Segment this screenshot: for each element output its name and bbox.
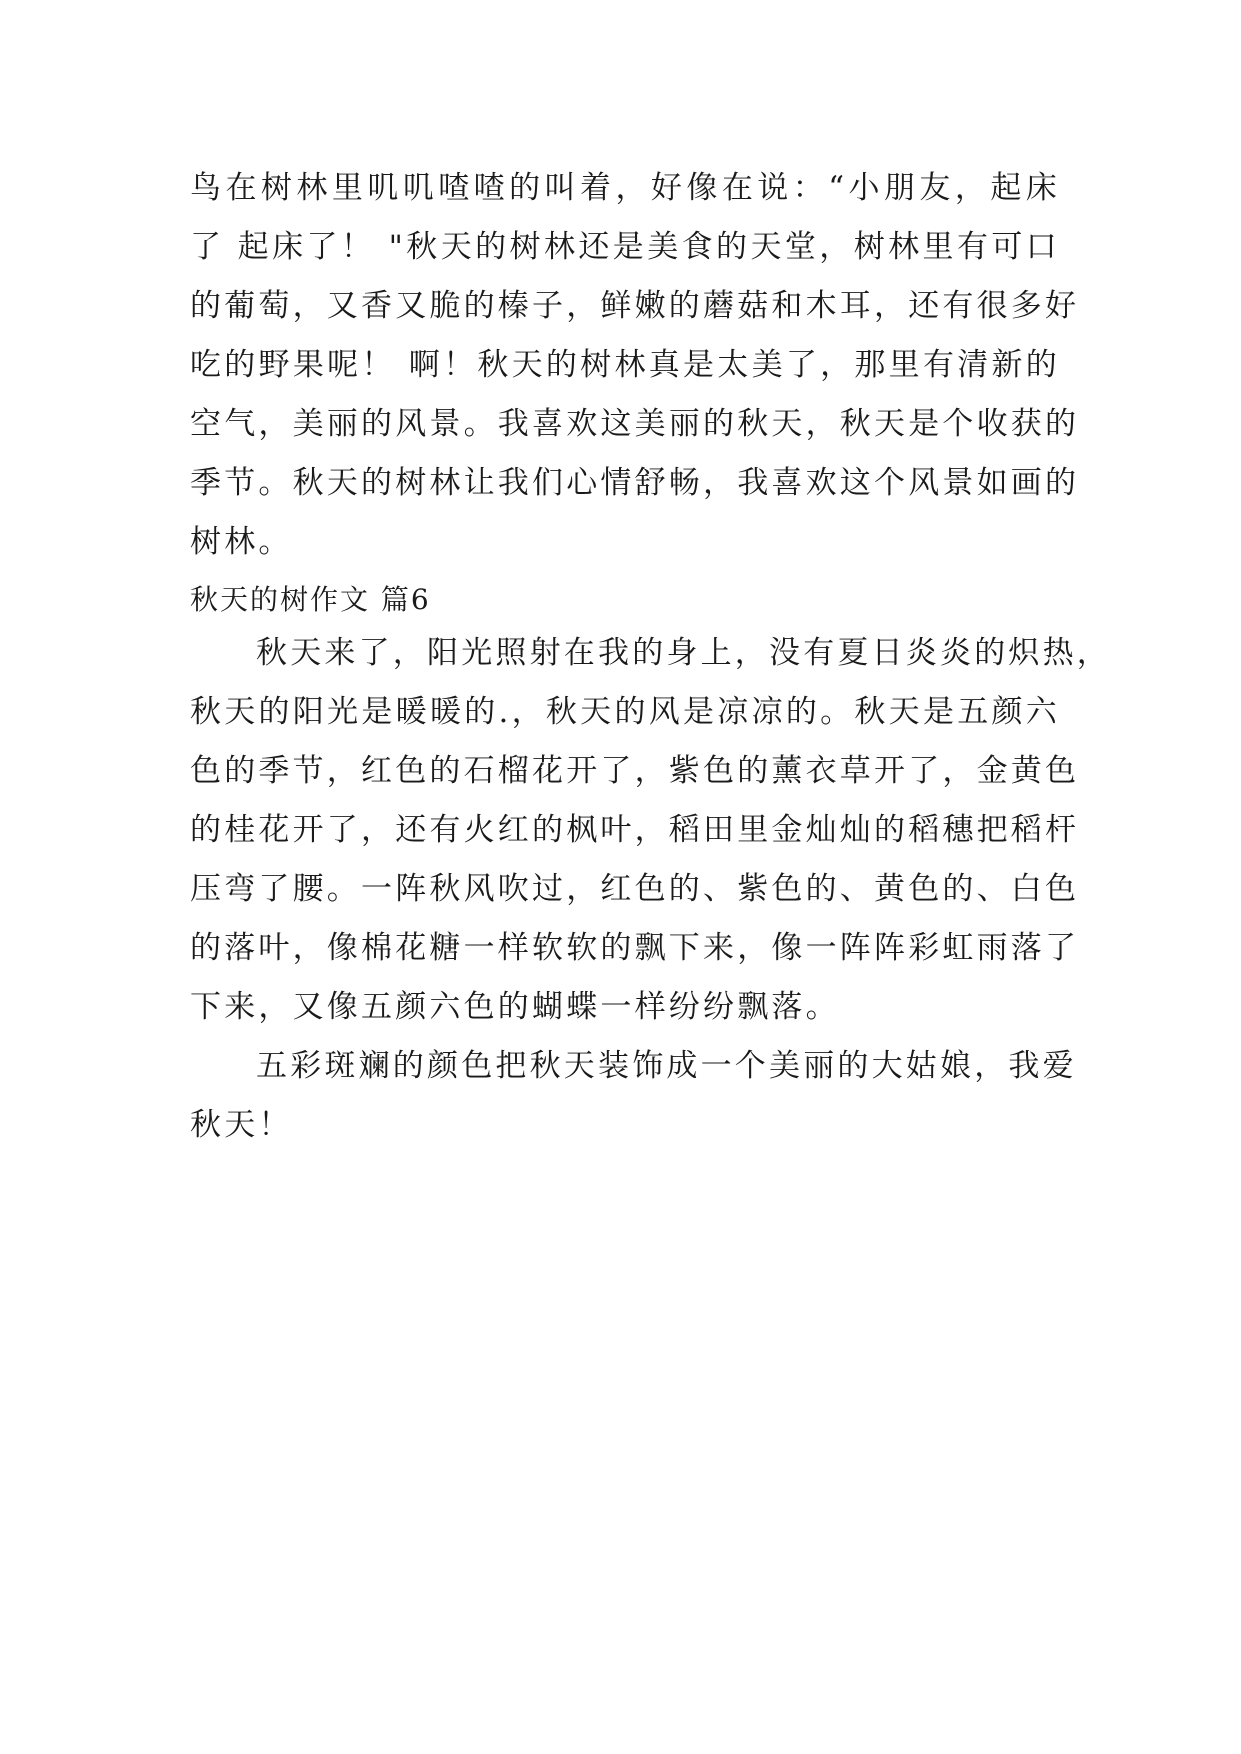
paragraph-line: 压弯了腰。一阵秋风吹过，红色的、紫色的、黄色的、白色 <box>190 871 1080 907</box>
paragraph-line: 下来，又像五颜六色的蝴蝶一样纷纷飘落。 <box>190 989 840 1025</box>
section-title: 秋天的树作文 篇6 <box>190 583 431 616</box>
paragraph-line: 色的季节，红色的石榴花开了，紫色的薰衣草开了，金黄色 <box>190 753 1080 789</box>
paragraph-line: 季节。秋天的树林让我们心情舒畅，我喜欢这个风景如画的 <box>190 465 1080 501</box>
paragraph-line: 秋天！ <box>190 1107 293 1143</box>
paragraph-line: 五彩斑斓的颜色把秋天装饰成一个美丽的大姑娘，我爱 <box>256 1048 1077 1084</box>
paragraph-line: 鸟在树林里叽叽喳喳的叫着，好像在说：“小朋友，起床 <box>190 170 1060 206</box>
paragraph-line: 的葡萄，又香又脆的榛子，鲜嫩的蘑菇和木耳，还有很多好 <box>190 288 1080 324</box>
paragraph-line: 秋天来了，阳光照射在我的身上，没有夏日炎炎的炽热， <box>256 635 1111 671</box>
paragraph-line: 吃的野果呢！ 啊！秋天的树林真是太美了，那里有清新的 <box>190 347 1060 383</box>
paragraph-line: 的桂花开了，还有火红的枫叶，稻田里金灿灿的稻穗把稻杆 <box>190 812 1080 848</box>
paragraph-line: 树林。 <box>190 524 293 560</box>
paragraph-line: 空气，美丽的风景。我喜欢这美丽的秋天，秋天是个收获的 <box>190 406 1080 442</box>
paragraph-line: 的落叶，像棉花糖一样软软的飘下来，像一阵阵彩虹雨落了 <box>190 930 1080 966</box>
paragraph-line: 了 起床了！ "秋天的树林还是美食的天堂，树林里有可口 <box>190 229 1060 265</box>
paragraph-line: 秋天的阳光是暖暖的.，秋天的风是凉凉的。秋天是五颜六 <box>190 694 1060 730</box>
